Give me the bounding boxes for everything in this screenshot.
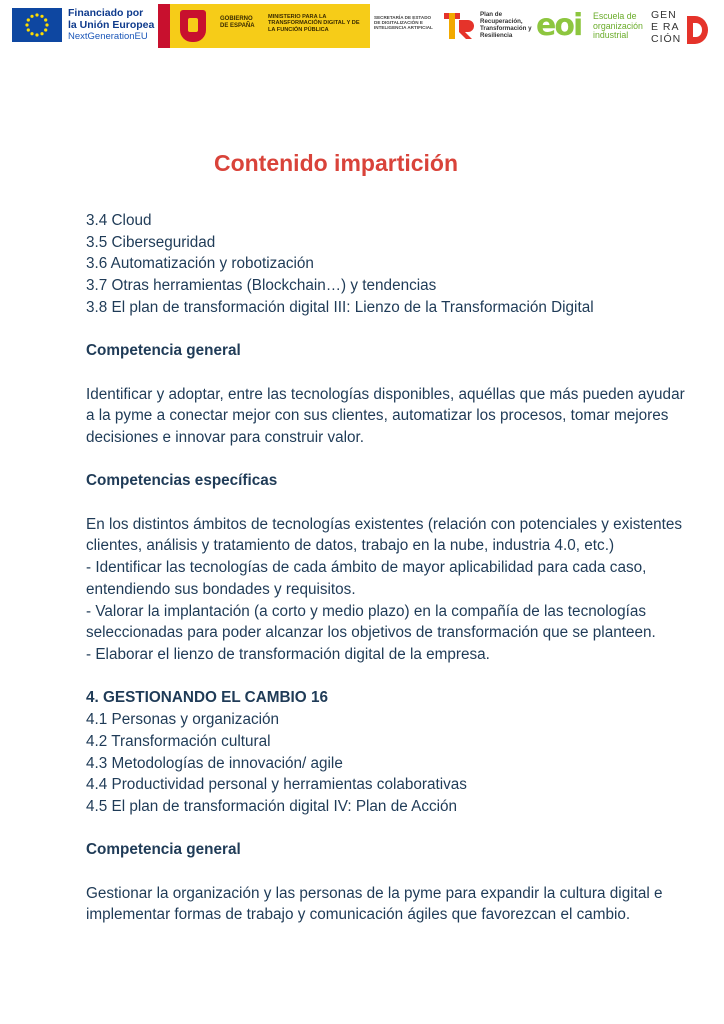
list-item: 3.6 Automatización y robotización	[86, 255, 314, 273]
gov-ministry-text: MINISTERIO PARA LA TRANSFORMACIÓN DIGITAL Y DE LA FUNCIÓN PÚBLICA	[268, 14, 360, 33]
eu-line-1: Financiado por	[68, 7, 144, 19]
competencia-general-text: Gestionar la organización y las personas de la pyme para expandir la cultura digital e implementar formas de trabajo y comunicación ágiles que favorezcan el cambio.	[86, 884, 663, 924]
eoi-logo: eoi	[536, 8, 582, 43]
eu-line-3: NextGenerationEU	[68, 31, 148, 42]
gen-line-3: CIÓN	[651, 33, 682, 45]
competencias-especificas-heading: Competencias específicas	[86, 472, 278, 490]
section-heading: 4. GESTIONANDO EL CAMBIO 16	[86, 689, 328, 707]
list-item: - Valorar la implantación (a corto y medio plazo) en la compañía de las tecnologías seleccionadas para poder alcanzar los objetivos de transformación que se planteen.	[86, 602, 656, 642]
list-item: 3.5 Ciberseguridad	[86, 233, 216, 251]
plan-recuperacion-icon	[442, 10, 476, 42]
list-item: 3.4 Cloud	[86, 212, 152, 229]
list-item: 4.1 Personas y organización	[86, 711, 280, 729]
gen-line-1: GEN	[651, 9, 677, 21]
competencia-general-text: Identificar y adoptar, entre las tecnologías disponibles, aquéllas que más pueden ayudar a la pyme a conectar mejor con sus clientes, automatizar los procesos, tomar mejores decisiones e innovar para construir valor.	[86, 385, 685, 446]
coat-of-arms-icon	[180, 10, 206, 42]
gov-left-text: GOBIERNO DE ESPAÑA	[220, 16, 255, 29]
page-title: Contenido impartición	[213, 150, 459, 176]
secretaria-text: SECRETARÍA DE ESTADO DE DIGITALIZACIÓN E INTELIGENCIA ARTIFICIAL	[374, 15, 433, 31]
list-item: - Identificar las tecnologías de cada ámbito de mayor aplicabilidad para cada caso, entendiendo sus bondades y requisitos.	[86, 559, 647, 598]
eoi-text: Escuela de organización industrial	[593, 11, 643, 41]
list-item: 4.2 Transformación cultural	[86, 732, 271, 750]
logo-strip	[0, 0, 724, 60]
plan-recuperacion-text: Plan de Recuperación, Transformación y Resiliencia	[480, 11, 532, 39]
list-item: 3.7 Otras herramientas (Blockchain…) y tendencias	[86, 277, 437, 295]
eu-line-2: la Unión Europea	[68, 19, 155, 31]
list-item: 4.4 Productividad personal y herramientas colaborativas	[86, 776, 467, 794]
gov-red-stripe	[158, 4, 170, 48]
list-item: - Elaborar el lienzo de transformación digital de la empresa.	[86, 646, 490, 663]
competencia-general-heading: Competencia general	[86, 841, 241, 859]
eu-flag-icon	[12, 8, 62, 42]
list-item: 4.5 El plan de transformación digital IV: Plan de Acción	[86, 797, 458, 815]
competencias-especificas-intro: En los distintos ámbitos de tecnologías existentes (relación con potenciales y existentes clientes, análisis y tratamiento de datos, trabajo en la nube, industria 4.0, etc.)	[86, 515, 683, 555]
generacion-d-icon	[685, 15, 709, 45]
list-item: 4.3 Metodologías de innovación/ agile	[86, 754, 343, 772]
gen-line-2: E RA	[651, 21, 680, 33]
document-body	[86, 210, 686, 926]
competencia-general-heading: Competencia general	[86, 342, 241, 360]
eu-funding-text	[68, 7, 160, 43]
list-item: 3.8 El plan de transformación digital III: Lienzo de la Transformación Digital	[86, 298, 594, 316]
gobierno-logo	[158, 4, 370, 48]
